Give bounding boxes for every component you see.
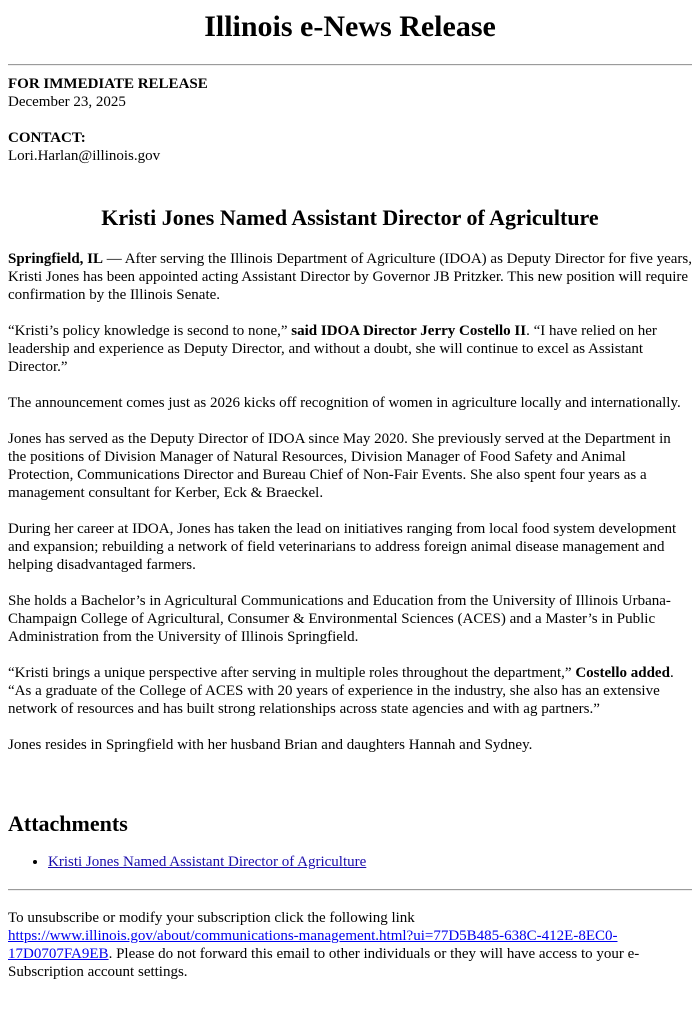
release-date: December 23, 2025 (8, 94, 126, 110)
article-headline: Kristi Jones Named Assistant Director of Agriculture (101, 205, 599, 230)
paragraph-2-quote: “Kristi’s policy knowledge is second to none,” (8, 323, 292, 339)
dateline: Springfield, IL (8, 251, 104, 267)
paragraph-2 (8, 322, 692, 376)
paragraph-3: The announcement comes just as 2026 kicks off recognition of women in agriculture locally and internationally. (8, 395, 681, 411)
contact-block (8, 129, 692, 165)
paragraph-1-text: — After serving the Illinois Department of Agriculture (IDOA) as Deputy Director for five years, Kristi Jones has been appointed acting Assistant Director by Governor JB Pritzker. This new position will require confirmation by the Illinois Senate. (8, 251, 693, 303)
paragraph-7-attribution: Costello added (575, 665, 670, 681)
paragraph-2-text: . “I have relied on her leadership and experience as Deputy Director, and without a doubt, she will continue to excel as Assistant Director.” (8, 323, 657, 375)
paragraph-6: She holds a Bachelor’s in Agricultural Communications and Education from the University of Illinois Urbana-Champaign College of Agricultural, Consumer & Environmental Sciences (ACES) and a Master’s in Public Administration from the University of Illinois Springfield. (8, 593, 671, 645)
paragraph-1 (8, 250, 692, 304)
release-label: FOR IMMEDIATE RELEASE (8, 76, 208, 92)
paragraph-2-attribution: said IDOA Director Jerry Costello II (291, 323, 527, 339)
footer-text-before: To unsubscribe or modify your subscription click the following link (8, 910, 415, 926)
paragraph-5: During her career at IDOA, Jones has taken the lead on initiatives ranging from local food system development and expansion; rebuilding a network of field veterinarians to address foreign animal disease management and helping disadvantaged farmers. (8, 521, 677, 573)
attachment-link[interactable]: Kristi Jones Named Assistant Director of Agriculture (48, 854, 367, 870)
page-title: Illinois e-News Release (204, 10, 496, 43)
attachment-item (48, 853, 692, 871)
release-block (8, 75, 692, 111)
unsubscribe-link[interactable]: https://www.illinois.gov/about/communications-management.html?ui=77D5B485-638C-412E-8EC0-17D0707FA9EB (8, 928, 618, 962)
top-divider (8, 64, 692, 66)
attachments-heading: Attachments (8, 811, 128, 836)
paragraph-7-text: . “As a graduate of the College of ACES with 20 years of experience in the industry, she also has an extensive network of resources and has built strong relationships across state agencies and with ag partners.” (8, 665, 674, 717)
contact-label: CONTACT: (8, 130, 86, 146)
bottom-divider (8, 889, 692, 891)
unsubscribe-footer (8, 909, 692, 981)
paragraph-8: Jones resides in Springfield with her husband Brian and daughters Hannah and Sydney. (8, 737, 533, 753)
paragraph-7-quote: “Kristi brings a unique perspective after serving in multiple roles throughout the department,” (8, 665, 576, 681)
paragraph-4: Jones has served as the Deputy Director of IDOA since May 2020. She previously served at the Department in the positions of Division Manager of Natural Resources, Division Manager of Food Safety and Animal Protection, Communications Director and Bureau Chief of Non-Fair Events. She also spent four years as a management consultant for Kerber, Eck & Braeckel. (8, 431, 671, 501)
contact-email: Lori.Harlan@illinois.gov (8, 148, 161, 164)
attachments-list (8, 853, 692, 871)
paragraph-7 (8, 664, 692, 718)
footer-text-after: . Please do not forward this email to other individuals or they will have access to your e-Subscription account settings. (8, 946, 640, 980)
